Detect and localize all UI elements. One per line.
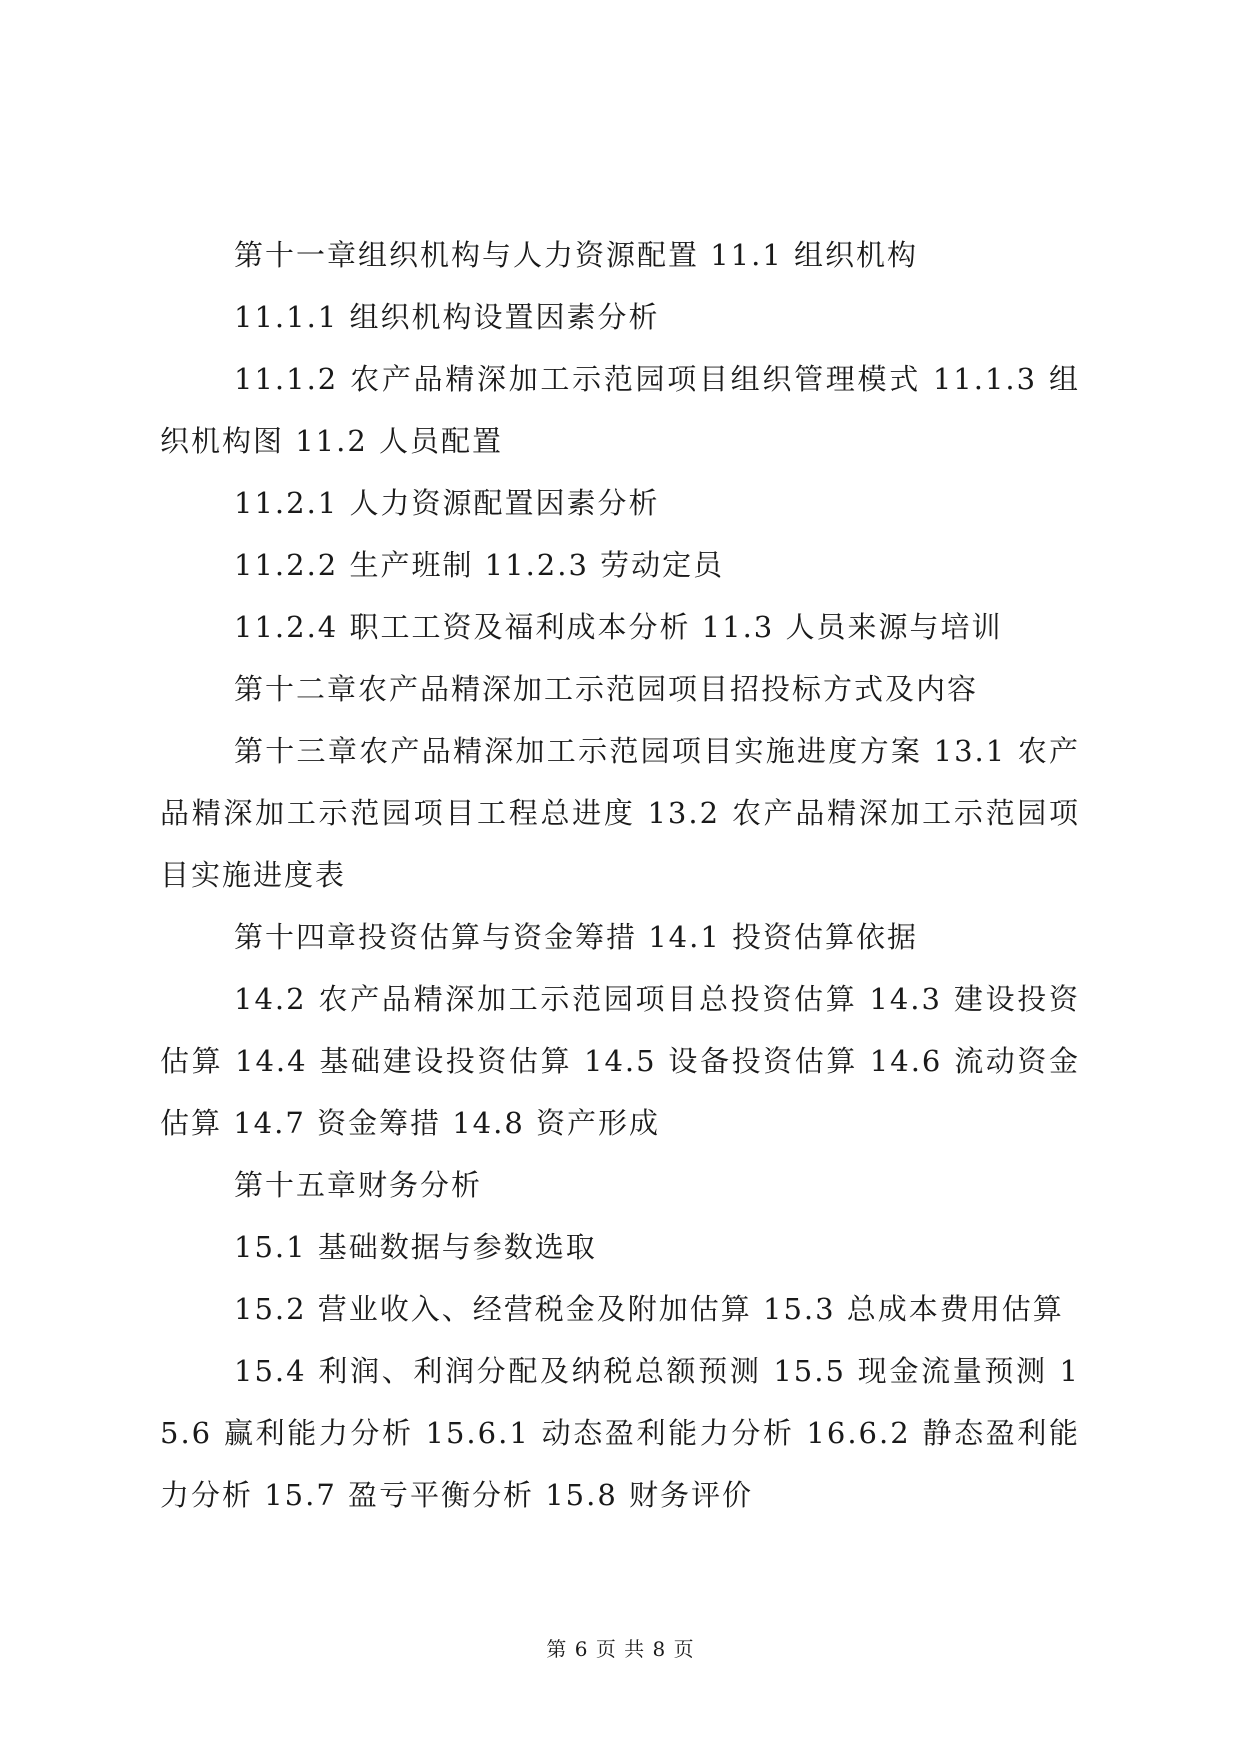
paragraph-chapter-15: 第十五章财务分析 xyxy=(234,1168,483,1202)
paragraph-15-4: 15.4 利润、利润分配及纳税总额预测 15.5 现金流量预测 15.6 赢利能力分析 15.6.1 动态盈利能力分析 16.6.2 静态盈利能力分析 15.7 盈亏平衡分析 15.8 财务评价 xyxy=(160,1354,1080,1512)
paragraph-chapter-14: 第十四章投资估算与资金筹措 14.1 投资估算依据 xyxy=(234,920,919,954)
paragraph-chapter-11: 第十一章组织机构与人力资源配置 11.1 组织机构 xyxy=(234,238,919,272)
paragraph-chapter-12: 第十二章农产品精深加工示范园项目招投标方式及内容 xyxy=(234,672,979,706)
paragraph-15-2: 15.2 营业收入、经营税金及附加估算 15.3 总成本费用估算 xyxy=(234,1292,1064,1326)
paragraph-11-2-4: 11.2.4 职工工资及福利成本分析 11.3 人员来源与培训 xyxy=(234,610,1003,644)
paragraph-14-2: 14.2 农产品精深加工示范园项目总投资估算 14.3 建设投资估算 14.4 基础建设投资估算 14.5 设备投资估算 14.6 流动资金估算 14.7 资金筹措 14.8 资产形成 xyxy=(160,982,1080,1140)
document-body xyxy=(160,224,1080,1526)
paragraph-chapter-13: 第十三章农产品精深加工示范园项目实施进度方案 13.1 农产品精深加工示范园项目工程总进度 13.2 农产品精深加工示范园项目实施进度表 xyxy=(160,734,1080,892)
paragraph-15-1: 15.1 基础数据与参数选取 xyxy=(234,1230,597,1264)
paragraph-11-1-1: 11.1.1 组织机构设置因素分析 xyxy=(234,300,660,334)
paragraph-11-2-2: 11.2.2 生产班制 11.2.3 劳动定员 xyxy=(234,548,725,582)
paragraph-11-1-2: 11.1.2 农产品精深加工示范园项目组织管理模式 11.1.3 组织机构图 11.2 人员配置 xyxy=(160,362,1080,458)
page-number-footer: 第 6 页 共 8 页 xyxy=(546,1637,695,1661)
paragraph-11-2-1: 11.2.1 人力资源配置因素分析 xyxy=(234,486,660,520)
